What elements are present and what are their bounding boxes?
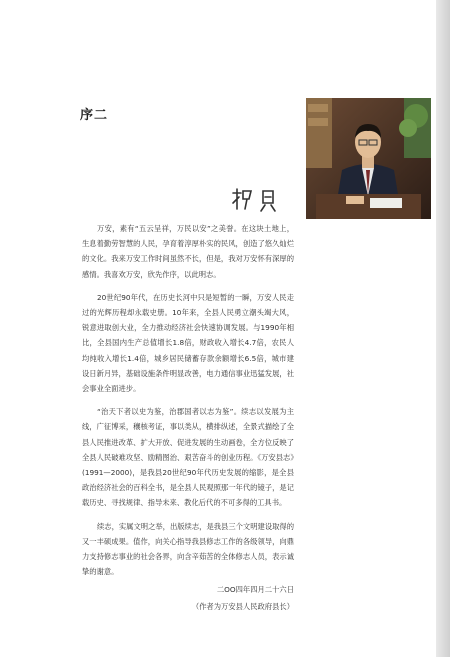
paragraph-4: 续志，实属文明之举，出版续志，是我县三个文明建设取得的又一丰硕成果。值作，向关心指导我县修志工作的各级领导，向鼎力支持修志事业的社会各界，向含辛茹苦的全体修志人员，表示诚挚的谢意。 — [82, 521, 295, 577]
paragraph-2: 20世纪90年代，在历史长河中只是短暂的一瞬，万安人民走过的光辉历程却永载史册。10年来，全县人民勇立潮头竭大风，锐意进取创大业，全力推动经济社会快速协调发展。与1990年相比，全县国内生产总值增长1.8倍，财政收入增长4.7倍，农民人均纯收入增长1.4倍，城乡居民储蓄存款余额增长6.5倍，城市建设日新月异，基础设施条件明显改善，电力通信事业迅猛发展，社会事业全面进步。 — [82, 292, 294, 394]
page-title: 序二 — [80, 108, 109, 123]
paragraph-1: 万安，素有“五云呈祥，万民以安”之美誉。在这块土地上，生息着勤劳智慧的人民，孕育着淳厚朴实的民风，创造了悠久灿烂的文化。我来万安工作时间虽然不长，但是，我对万安怀有深厚的感情。我喜欢万安，欣先作序，以此明志。 — [82, 224, 294, 279]
author-portrait-photo — [306, 98, 431, 219]
paragraph-3: “治天下者以史为鉴，治郡国者以志为鉴”。续志以发展为主线，广征博采，穰核考证，事以类从，横排纵述，全景式描绘了全县人民推进改革、扩大开放、促进发展的生动画卷，全方位反映了全县人民破难攻坚、励精图治、艰苦奋斗的创业历程。《万安县志》(1991—2000)，是我县20世纪90年代历史发展的缩影，是全县政治经济社会的百科全书，是全县人民观照那一年代的镜子，是记载历史、寻找规律、指导未来、教化后代的不可多得的工具书。 — [82, 407, 294, 508]
author-note: （作者为万安县人民政府县长） — [191, 602, 294, 611]
preface-body — [82, 221, 294, 587]
date-line: 二OO四年四月二十六日 — [216, 585, 294, 594]
page-edge-shadow — [436, 0, 450, 657]
author-signature — [227, 185, 287, 215]
